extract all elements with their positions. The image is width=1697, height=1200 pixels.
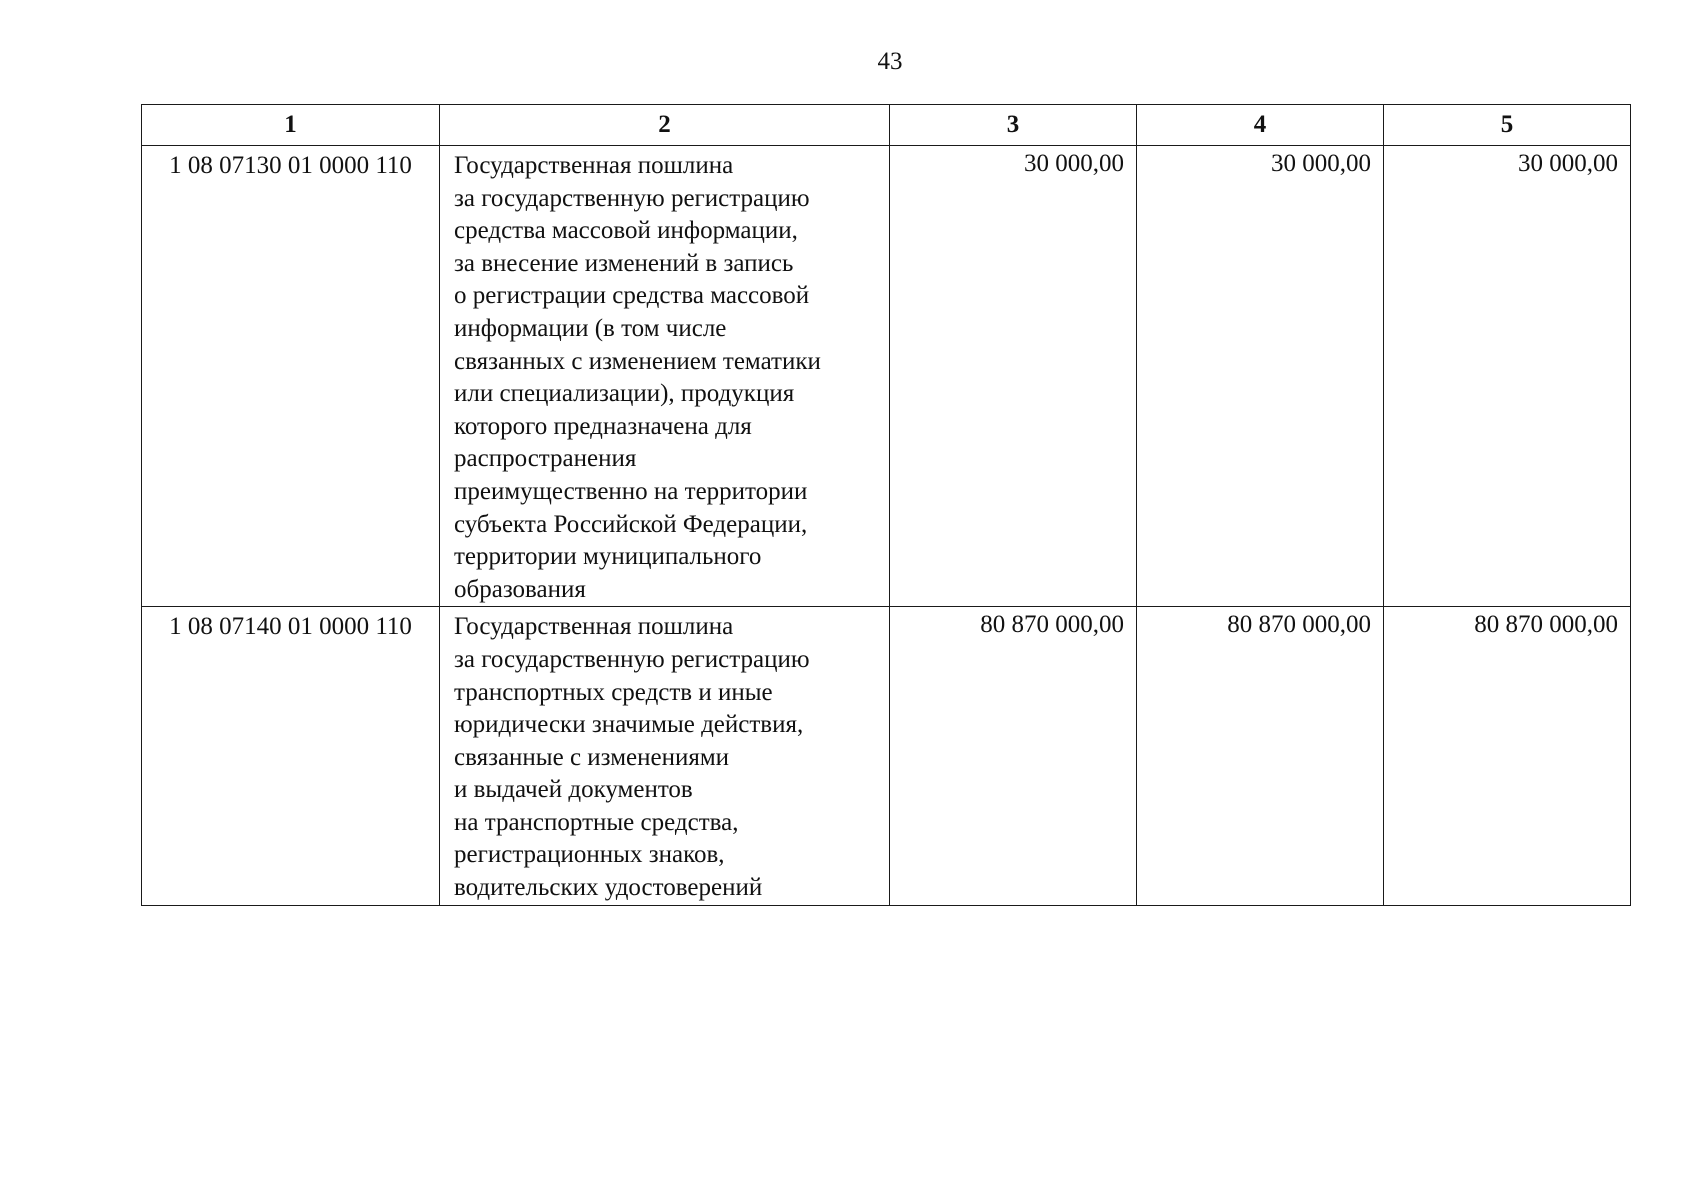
- name-line: связанные с изменениями: [454, 743, 730, 771]
- name-line: о регистрации средства массовой: [454, 282, 810, 310]
- name-line: и выдачей документов: [454, 776, 693, 804]
- column-header-1: 1: [142, 105, 440, 146]
- amount-cell-col5: 80 870 000,00: [1384, 607, 1631, 906]
- revenue-code-cell: 1 08 07130 01 0000 110: [142, 146, 440, 607]
- name-line: транспортных средств и иные: [454, 678, 773, 706]
- name-line: Государственная пошлина: [454, 152, 734, 179]
- revenue-code-cell: 1 08 07140 01 0000 110: [142, 607, 440, 906]
- revenue-name-cell: [440, 607, 890, 906]
- table-row: [142, 607, 1631, 906]
- name-line: распространения: [454, 445, 637, 473]
- budget-revenue-table: [141, 104, 1631, 906]
- name-line: средства массовой информации,: [454, 217, 798, 245]
- name-line: за государственную регистрацию: [454, 184, 810, 212]
- amount-cell-col4: 80 870 000,00: [1137, 607, 1384, 906]
- name-line: информации (в том числе: [454, 314, 727, 342]
- name-line: территории муниципального: [454, 543, 762, 571]
- table-header-row: [142, 105, 1631, 146]
- amount-cell-col3: 80 870 000,00: [890, 607, 1137, 906]
- name-line: связанных с изменением тематики: [454, 347, 821, 375]
- name-line: преимущественно на территории: [454, 477, 808, 505]
- column-header-5: 5: [1384, 105, 1631, 146]
- page-number: 43: [877, 48, 903, 75]
- amount-cell-col4: 30 000,00: [1137, 146, 1384, 607]
- table-row: [142, 146, 1631, 607]
- column-header-2: 2: [440, 105, 890, 146]
- name-line: субъекта Российской Федерации,: [454, 510, 808, 538]
- amount-cell-col3: 30 000,00: [890, 146, 1137, 607]
- name-line: образования: [454, 575, 586, 603]
- name-line: регистрационных знаков,: [454, 841, 725, 869]
- name-line: которого предназначена для: [454, 412, 752, 440]
- name-line: или специализации), продукция: [454, 380, 795, 408]
- column-header-4: 4: [1137, 105, 1384, 146]
- name-line: на транспортные средства,: [454, 808, 739, 836]
- name-line: за государственную регистрацию: [454, 645, 810, 673]
- revenue-name-cell: [440, 146, 890, 607]
- name-line: юридически значимые действия,: [454, 711, 804, 739]
- amount-cell-col5: 30 000,00: [1384, 146, 1631, 607]
- name-line: водительских удостоверений: [454, 874, 763, 902]
- name-line: Государственная пошлина: [454, 613, 734, 641]
- column-header-3: 3: [890, 105, 1137, 146]
- name-line: за внесение изменений в запись: [454, 249, 794, 277]
